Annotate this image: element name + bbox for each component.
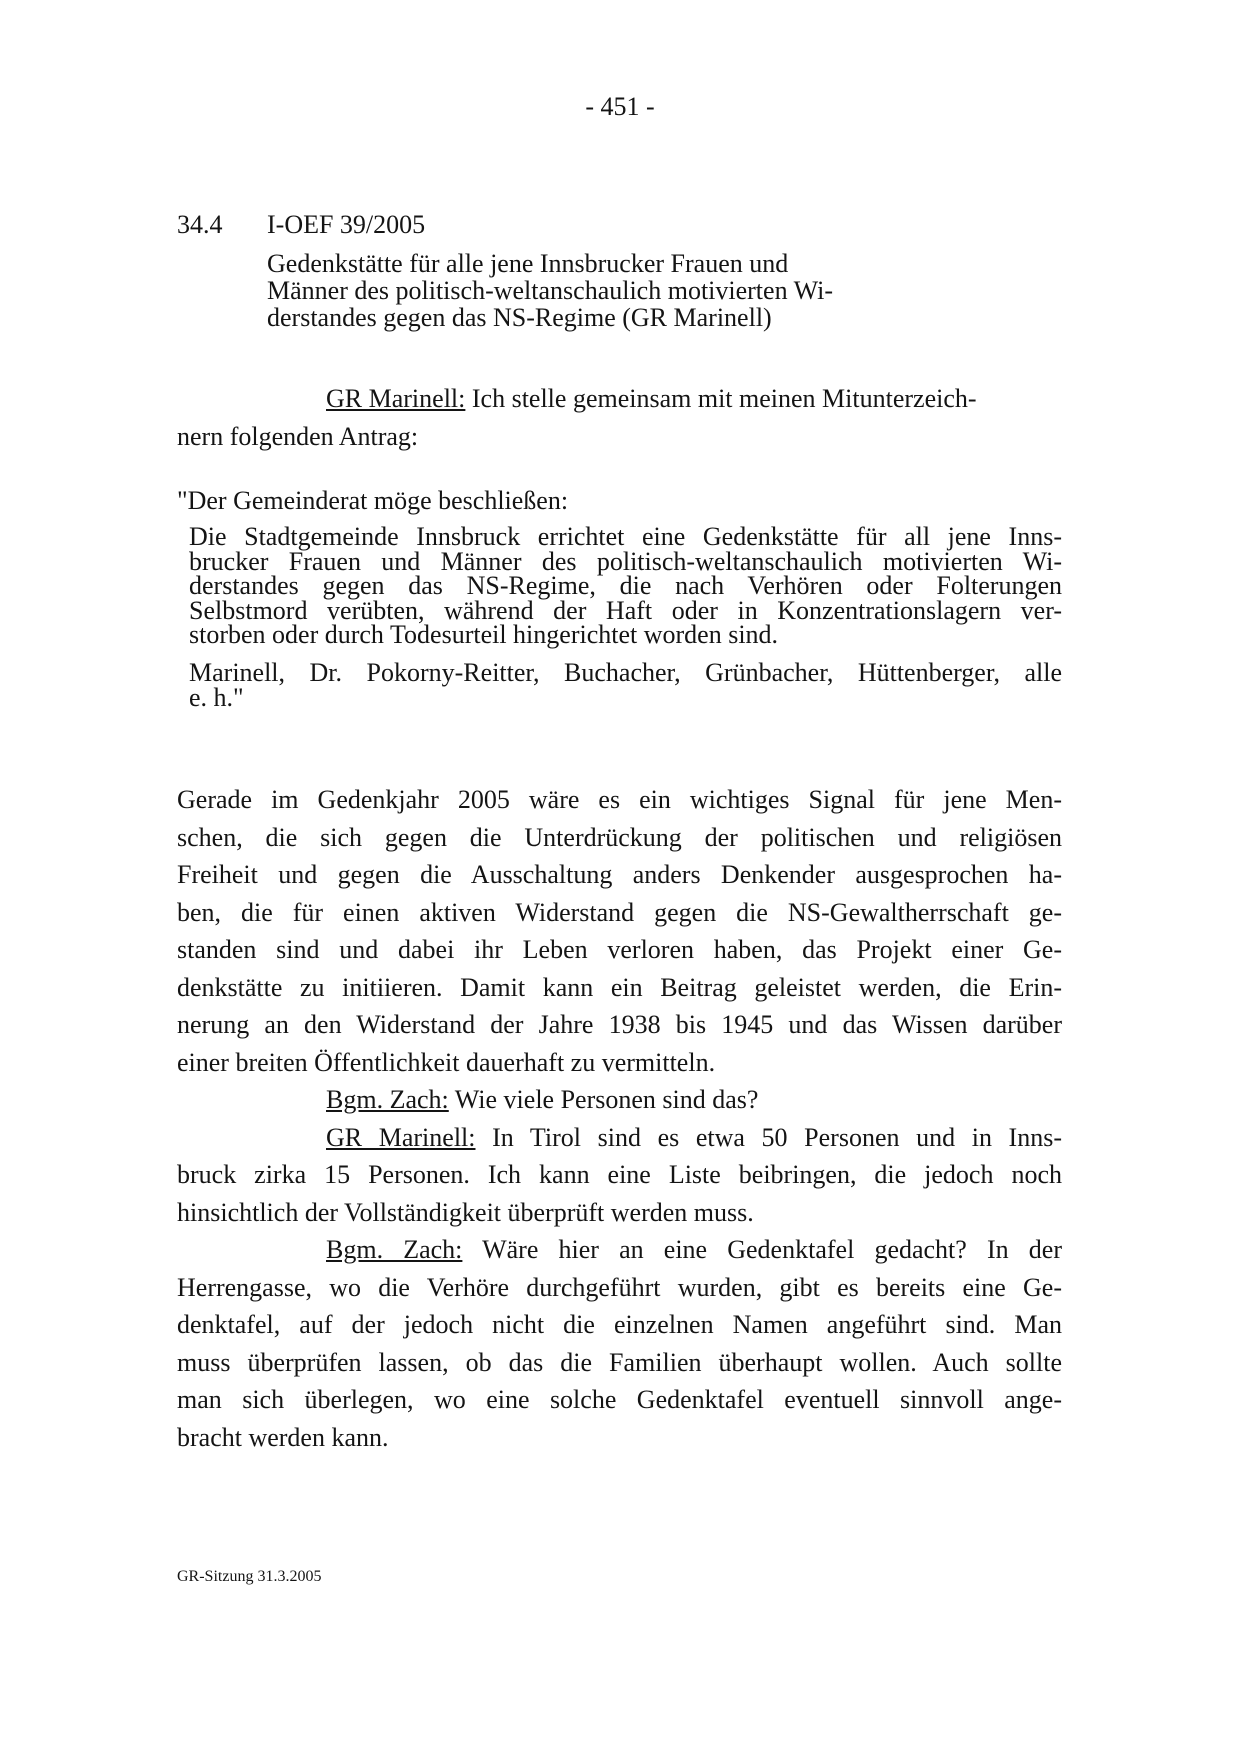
motion-block [177,485,1062,710]
title-line: derstandes gegen das NS-Regime (GR Marinell) [267,303,772,332]
speech-text: Ich stelle gemeinsam mit meinen Mitunterzeich- [465,384,977,413]
exchange-line [177,1081,1062,1119]
speaker-name: GR Marinell: [326,384,466,413]
page-number: - 451 - [585,92,655,121]
exchange-line: denktafel, auf der jedoch nicht die einzelnen Namen angeführt sind. Man [177,1310,1062,1339]
signature-line: Marinell, Dr. Pokorny-Reitter, Buchacher, Grünbacher, Hüttenberger, alle [189,657,1062,687]
exchange-line [177,1119,1062,1157]
motion-line: brucker Frauen und Männer des politisch-weltanschaulich motivierten Wi- [189,546,1062,576]
motion-line: derstandes gegen das NS-Regime, die nach Verhören oder Folterungen [189,571,1062,600]
justification-line: standen sind und dabei ihr Leben verloren haben, das Projekt einer Ge- [177,935,1062,964]
speech-text: Wie viele Personen sind das? [448,1085,759,1114]
motion-intro: "Der Gemeinderat möge beschließen: [177,486,569,515]
agenda-item-number: 34.4 [177,210,223,239]
justification-paragraph [177,781,1062,1081]
justification-line: einer breiten Öffentlichkeit dauerhaft zu vermitteln. [177,1047,716,1077]
agenda-item-title [267,250,907,331]
exchange-zach-1 [177,1081,1062,1119]
exchange-line [177,1231,1062,1269]
discussion-section [177,781,1062,1456]
signature-line: e. h." [189,682,244,712]
motion-line: Selbstmord verübten, während der Haft oder in Konzentrationslagern ver- [189,595,1062,625]
opening-line: nern folgenden Antrag: [177,421,419,451]
agenda-item [177,210,833,332]
exchange-marinell [177,1119,1062,1232]
agenda-item-reference: I-OEF 39/2005 [267,210,426,239]
footer-session-date: GR-Sitzung 31.3.2005 [177,1568,322,1585]
exchange-zach-2 [177,1231,1062,1456]
justification-line: denkstätte zu initiieren. Damit kann ein Beitrag geleistet werden, die Erin- [177,972,1062,1002]
exchange-line: Herrengasse, wo die Verhöre durchgeführt wurden, gibt es bereits eine Ge- [177,1272,1062,1302]
exchange-line: man sich überlegen, wo eine solche Gedenktafel eventuell sinnvoll ange- [177,1385,1062,1414]
justification-line: ben, die für einen aktiven Widerstand gegen die NS-Gewaltherrschaft ge- [177,897,1062,927]
motion-line: Die Stadtgemeinde Innsbruck errichtet eine Gedenkstätte für all jene Inns- [189,522,1062,551]
exchange-line: hinsichtlich der Vollständigkeit überprüft werden muss. [177,1197,754,1227]
motion-line: storben oder durch Todesurteil hingerichtet worden sind. [189,620,779,649]
exchange-line: bruck zirka 15 Personen. Ich kann eine Liste beibringen, die jedoch noch [177,1160,1062,1189]
speaker-name: Bgm. Zach: [326,1085,449,1114]
exchange-line: muss überprüfen lassen, ob das die Familien überhaupt wollen. Auch sollte [177,1347,1062,1377]
speech-text: Wäre hier an eine Gedenktafel gedacht? In der [462,1235,1062,1264]
speaker-name: GR Marinell: [326,1122,476,1152]
opening-statement [177,380,1062,455]
justification-line: nerung an den Widerstand der Jahre 1938 bis 1945 und das Wissen darüber [177,1010,1062,1039]
title-line: Gedenkstätte für alle jene Innsbrucker Frauen und [267,249,789,278]
speaker-name: Bgm. Zach: [326,1235,463,1264]
motion-body [189,522,1062,649]
justification-line: schen, die sich gegen die Unterdrückung der politischen und religiösen [177,822,1062,852]
opening-line [177,380,1062,418]
speech-text: In Tirol sind es etwa 50 Personen und in Inns- [475,1122,1062,1152]
motion-signatures [189,657,1062,712]
exchange-line: bracht werden kann. [177,1422,389,1452]
justification-line: Gerade im Gedenkjahr 2005 wäre es ein wichtiges Signal für jene Men- [177,785,1062,814]
title-line: Männer des politisch-weltanschaulich motivierten Wi- [267,276,833,305]
justification-line: Freiheit und gegen die Ausschaltung anders Denkender ausgesprochen ha- [177,860,1062,889]
